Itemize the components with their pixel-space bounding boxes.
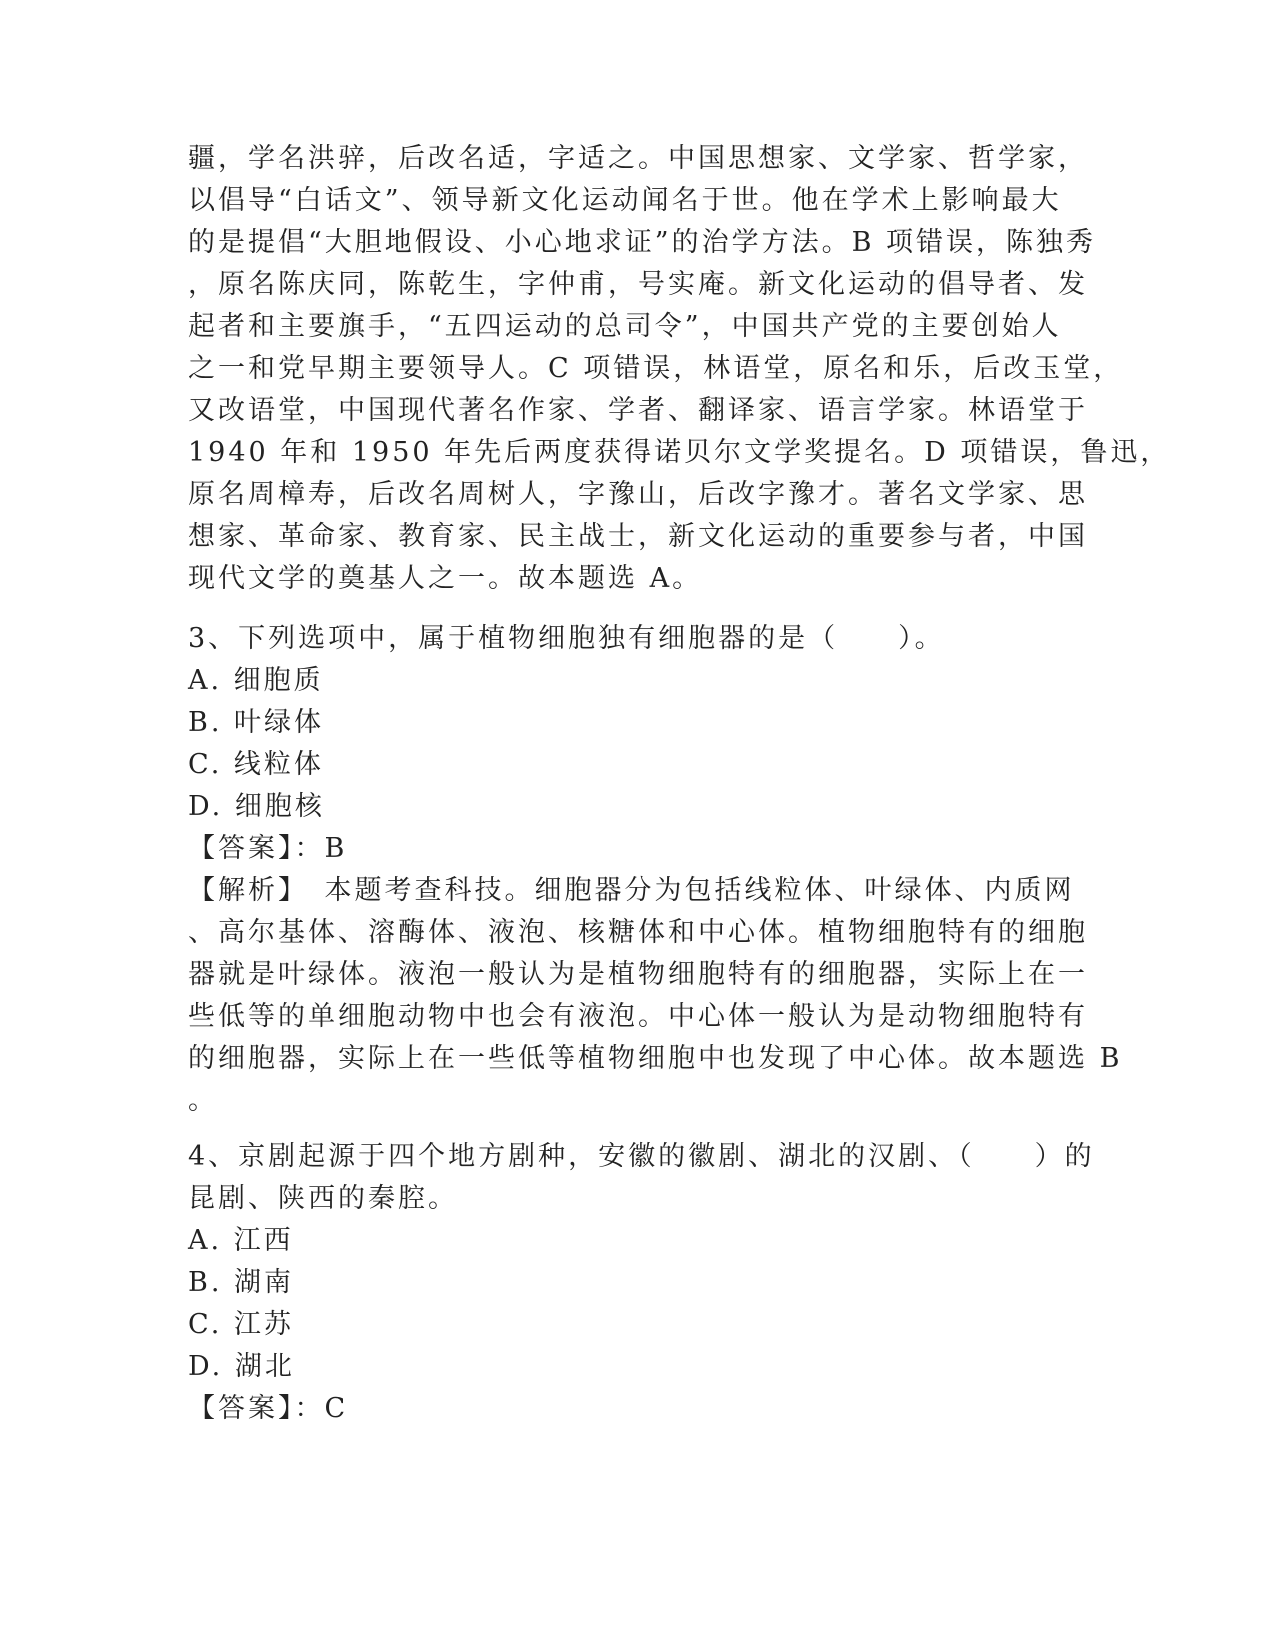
q4-option-b: B. 湖南 [188, 1267, 295, 1298]
q3-answer: 【答案】：B [188, 833, 348, 864]
q2-analysis-line: 以倡导“白话文”、领导新文化运动闻名于世。他在学术上影响最大 [188, 185, 1062, 216]
q2-analysis-line: 起者和主要旗手，“五四运动的总司令”，中国共产党的主要创始人 [188, 311, 1062, 342]
q2-analysis-line: 1940 年和 1950 年先后两度获得诺贝尔文学奖提名。D 项错误，鲁迅， [188, 437, 1171, 468]
q3-analysis-line: 些低等的单细胞动物中也会有液泡。中心体一般认为是动物细胞特有 [188, 1001, 1088, 1032]
q4-answer: 【答案】：C [188, 1393, 349, 1424]
q2-analysis-line: 之一和党早期主要领导人。C 项错误，林语堂，原名和乐，后改玉堂， [188, 353, 1124, 384]
q3-analysis-line: 器就是叶绿体。液泡一般认为是植物细胞特有的细胞器，实际上在一 [188, 959, 1088, 990]
q2-analysis-line: 疆，学名洪骍，后改名适，字适之。中国思想家、文学家、哲学家， [188, 143, 1088, 174]
q3-analysis-line: 的细胞器，实际上在一些低等植物细胞中也发现了中心体。故本题选 B [188, 1043, 1123, 1074]
q2-analysis-line: 的是提倡“大胆地假设、小心地求证”的治学方法。B 项错误，陈独秀 [188, 227, 1097, 258]
q3-analysis-line: 、高尔基体、溶酶体、液泡、核糖体和中心体。植物细胞特有的细胞 [188, 917, 1088, 948]
q3-option-d: D. 细胞核 [188, 791, 325, 822]
q4-option-d: D. 湖北 [188, 1351, 295, 1382]
q3-option-b: B. 叶绿体 [188, 707, 325, 738]
q3-option-a: A. 细胞质 [188, 665, 324, 696]
q2-analysis-line: 又改语堂，中国现代著名作家、学者、翻译家、语言学家。林语堂于 [188, 395, 1088, 426]
q2-analysis-line: 想家、革命家、教育家、民主战士，新文化运动的重要参与者，中国 [188, 521, 1088, 552]
q4-option-a: A. 江西 [188, 1225, 294, 1256]
q3-stem: 3、下列选项中，属于植物细胞独有细胞器的是（ ）。 [188, 623, 945, 654]
q4-stem-line: 4、京剧起源于四个地方剧种，安徽的徽剧、湖北的汉剧、（ ）的 [188, 1141, 1095, 1172]
q4-option-c: C. 江苏 [188, 1309, 294, 1340]
q3-analysis-line: 。 [188, 1085, 218, 1116]
q4-stem-line: 昆剧、陕西的秦腔。 [188, 1183, 458, 1214]
q3-analysis-line: 【解析】 本题考查科技。细胞器分为包括线粒体、叶绿体、内质网 [188, 875, 1075, 906]
q3-option-c: C. 线粒体 [188, 749, 324, 780]
q2-analysis-line: 原名周樟寿，后改名周树人，字豫山，后改字豫才。著名文学家、思 [188, 479, 1088, 510]
q2-analysis-line: 现代文学的奠基人之一。故本题选 A。 [188, 563, 703, 594]
q2-analysis-line: ，原名陈庆同，陈乾生，字仲甫，号实庵。新文化运动的倡导者、发 [188, 269, 1088, 300]
